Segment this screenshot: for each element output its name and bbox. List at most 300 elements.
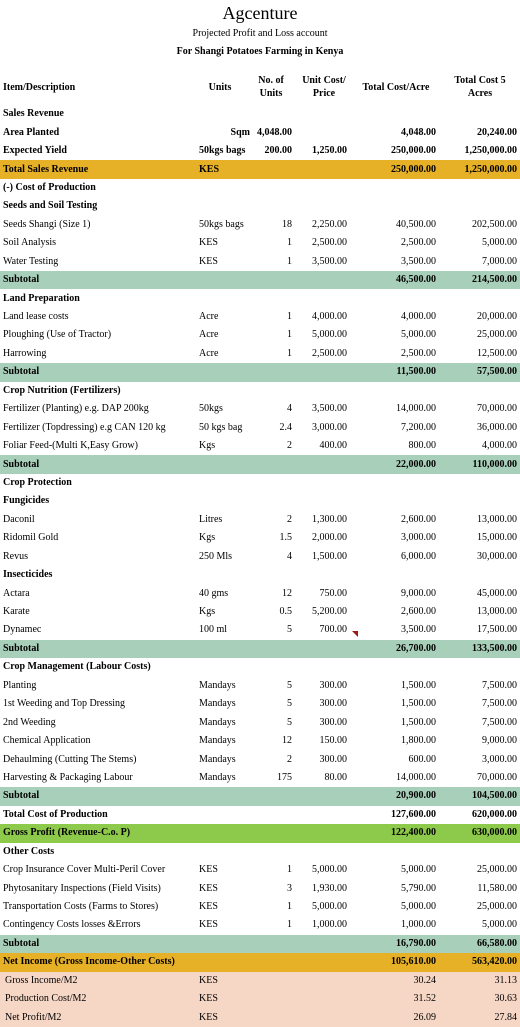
total-cost-5-acres-cell[interactable]: 25,000.00 <box>477 864 517 876</box>
no-of-units-cell[interactable] <box>250 492 295 510</box>
total-cost-acre-cell[interactable]: 600.00 <box>408 753 436 765</box>
total-cost-5-acres-cell[interactable]: 5,000.00 <box>482 919 517 931</box>
total-cost-5-acres-cell[interactable] <box>436 492 520 510</box>
total-cost-acre-cell[interactable]: 250,000.00 <box>391 145 436 157</box>
units-cell[interactable] <box>196 492 250 510</box>
total-cost-5-acres-cell[interactable]: 7,000.00 <box>482 255 517 267</box>
no-of-units-cell[interactable]: 0.5 <box>279 606 292 618</box>
total-cost-acre-cell[interactable]: 9,000.00 <box>401 587 436 599</box>
units-cell[interactable] <box>196 566 250 584</box>
item-cell[interactable]: Subtotal <box>0 640 196 658</box>
units-cell[interactable]: KES <box>199 919 218 931</box>
units-cell[interactable] <box>196 843 250 861</box>
no-of-units-cell[interactable]: 200.00 <box>264 145 292 157</box>
units-cell[interactable] <box>196 271 250 289</box>
cell-comment-marker[interactable] <box>352 631 358 637</box>
units-cell[interactable] <box>196 787 250 805</box>
item-cell[interactable]: Gross Income/M2 <box>0 972 196 990</box>
no-of-units-cell[interactable]: 5 <box>287 698 292 710</box>
units-cell[interactable]: 250 Mls <box>199 550 233 562</box>
units-cell[interactable] <box>196 363 250 381</box>
units-cell[interactable] <box>196 953 250 971</box>
units-cell[interactable]: Kgs <box>199 532 216 544</box>
total-cost-acre-cell[interactable] <box>350 179 436 197</box>
units-cell[interactable] <box>196 806 250 824</box>
no-of-units-cell[interactable]: 2 <box>287 513 292 525</box>
total-cost-acre-cell[interactable]: 11,500.00 <box>350 363 436 381</box>
total-cost-5-acres-cell[interactable]: 3,000.00 <box>482 753 517 765</box>
unit-cost-cell[interactable] <box>295 806 350 824</box>
unit-cost-cell[interactable] <box>295 271 350 289</box>
total-cost-5-acres-cell[interactable]: 7,500.00 <box>482 698 517 710</box>
no-of-units-cell[interactable] <box>250 289 295 307</box>
total-cost-acre-cell[interactable]: 3,500.00 <box>401 255 436 267</box>
total-cost-acre-cell[interactable]: 105,610.00 <box>350 953 436 971</box>
total-cost-acre-cell[interactable]: 4,000.00 <box>401 311 436 323</box>
total-cost-acre-cell[interactable] <box>350 492 436 510</box>
units-cell[interactable]: Acre <box>199 329 219 341</box>
item-cell[interactable]: Harrowing <box>3 347 47 359</box>
unit-cost-cell[interactable] <box>295 105 350 123</box>
item-cell[interactable]: Soil Analysis <box>3 237 57 249</box>
units-cell[interactable]: 50 kgs bag <box>199 421 243 433</box>
units-cell[interactable] <box>196 455 250 473</box>
unit-cost-cell[interactable]: 3,500.00 <box>312 403 347 415</box>
unit-cost-cell[interactable] <box>295 474 350 492</box>
total-cost-acre-cell[interactable]: 26.09 <box>350 1008 436 1026</box>
unit-cost-cell[interactable] <box>295 935 350 953</box>
units-cell[interactable]: Acre <box>199 311 219 323</box>
units-cell[interactable]: KES <box>199 237 218 249</box>
item-cell[interactable]: Fertilizer (Planting) e.g. DAP 200kg <box>3 403 149 415</box>
no-of-units-cell[interactable]: 12 <box>282 587 292 599</box>
unit-cost-cell[interactable] <box>295 197 350 215</box>
no-of-units-cell[interactable]: 1.5 <box>279 532 292 544</box>
units-cell[interactable]: 40 gms <box>199 587 229 599</box>
total-cost-5-acres-cell[interactable] <box>436 566 520 584</box>
unit-cost-cell[interactable] <box>295 953 350 971</box>
units-cell[interactable]: Mandays <box>199 698 236 710</box>
unit-cost-cell[interactable]: 1,250.00 <box>312 145 347 157</box>
total-cost-5-acres-cell[interactable]: 57,500.00 <box>436 363 520 381</box>
item-cell[interactable]: Ploughing (Use of Tractor) <box>3 329 112 341</box>
total-cost-acre-cell[interactable]: 5,790.00 <box>401 882 436 894</box>
item-cell[interactable]: Insecticides <box>3 569 53 581</box>
no-of-units-cell[interactable] <box>250 105 295 123</box>
total-cost-5-acres-cell[interactable] <box>436 105 520 123</box>
no-of-units-cell[interactable] <box>250 363 295 381</box>
no-of-units-cell[interactable] <box>250 382 295 400</box>
unit-cost-cell[interactable] <box>295 787 350 805</box>
item-cell[interactable]: Water Testing <box>3 255 59 267</box>
total-cost-acre-cell[interactable] <box>350 382 436 400</box>
total-cost-acre-cell[interactable]: 800.00 <box>408 440 436 452</box>
total-cost-5-acres-cell[interactable]: 27.84 <box>436 1008 520 1026</box>
total-cost-5-acres-cell[interactable]: 12,500.00 <box>477 347 517 359</box>
total-cost-5-acres-cell[interactable]: 104,500.00 <box>436 787 520 805</box>
total-cost-acre-cell[interactable]: 16,790.00 <box>350 935 436 953</box>
units-cell[interactable] <box>196 935 250 953</box>
units-cell[interactable] <box>196 640 250 658</box>
units-cell[interactable]: Mandays <box>199 679 236 691</box>
units-cell[interactable]: KES <box>196 1008 250 1026</box>
unit-cost-cell[interactable]: 5,000.00 <box>312 864 347 876</box>
units-cell[interactable] <box>196 289 250 307</box>
total-cost-acre-cell[interactable]: 127,600.00 <box>391 808 436 820</box>
total-cost-5-acres-cell[interactable]: 214,500.00 <box>436 271 520 289</box>
total-cost-acre-cell[interactable]: 6,000.00 <box>401 550 436 562</box>
unit-cost-cell[interactable]: 2,500.00 <box>312 347 347 359</box>
unit-cost-cell[interactable] <box>295 455 350 473</box>
unit-cost-cell[interactable]: 2,500.00 <box>312 237 347 249</box>
item-cell[interactable]: Net Profit/M2 <box>0 1008 196 1026</box>
unit-cost-cell[interactable]: 4,000.00 <box>312 311 347 323</box>
no-of-units-cell[interactable] <box>250 972 295 990</box>
total-cost-acre-cell[interactable]: 2,500.00 <box>401 347 436 359</box>
total-cost-5-acres-cell[interactable]: 7,500.00 <box>482 679 517 691</box>
no-of-units-cell[interactable]: 1 <box>287 311 292 323</box>
item-cell[interactable]: Subtotal <box>0 455 196 473</box>
total-cost-5-acres-cell[interactable]: 9,000.00 <box>482 735 517 747</box>
unit-cost-cell[interactable] <box>295 990 350 1008</box>
no-of-units-cell[interactable] <box>250 990 295 1008</box>
total-cost-5-acres-cell[interactable]: 20,240.00 <box>477 126 517 138</box>
total-cost-acre-cell[interactable]: 31.52 <box>350 990 436 1008</box>
no-of-units-cell[interactable]: 2 <box>287 753 292 765</box>
total-cost-acre-cell[interactable]: 1,500.00 <box>401 716 436 728</box>
no-of-units-cell[interactable] <box>250 935 295 953</box>
total-cost-5-acres-cell[interactable]: 630,000.00 <box>436 824 520 842</box>
total-cost-5-acres-cell[interactable]: 11,580.00 <box>477 882 517 894</box>
no-of-units-cell[interactable]: 4,048.00 <box>257 126 292 138</box>
total-cost-acre-cell[interactable]: 7,200.00 <box>401 421 436 433</box>
unit-cost-cell[interactable]: 400.00 <box>319 440 347 452</box>
unit-cost-cell[interactable]: 3,500.00 <box>312 255 347 267</box>
total-cost-acre-cell[interactable] <box>350 474 436 492</box>
item-cell[interactable]: Crop Management (Labour Costs) <box>3 661 151 673</box>
item-cell[interactable]: Dehaulming (Cutting The Stems) <box>3 753 137 765</box>
unit-cost-cell[interactable]: 1,000.00 <box>312 919 347 931</box>
total-cost-acre-cell[interactable] <box>350 105 436 123</box>
unit-cost-cell[interactable]: 1,930.00 <box>312 882 347 894</box>
no-of-units-cell[interactable] <box>250 197 295 215</box>
no-of-units-cell[interactable] <box>250 455 295 473</box>
unit-cost-cell[interactable] <box>295 658 350 676</box>
units-cell[interactable]: Mandays <box>199 735 236 747</box>
item-cell[interactable]: Crop Protection <box>3 476 72 488</box>
no-of-units-cell[interactable]: 1 <box>287 347 292 359</box>
no-of-units-cell[interactable] <box>250 1008 295 1026</box>
no-of-units-cell[interactable] <box>250 787 295 805</box>
unit-cost-cell[interactable] <box>295 492 350 510</box>
total-cost-5-acres-cell[interactable]: 25,000.00 <box>477 329 517 341</box>
total-cost-5-acres-cell[interactable]: 133,500.00 <box>436 640 520 658</box>
units-cell[interactable]: KES <box>196 972 250 990</box>
units-cell[interactable]: KES <box>199 255 218 267</box>
item-cell[interactable]: Seeds and Soil Testing <box>3 200 98 212</box>
total-cost-acre-cell[interactable]: 14,000.00 <box>396 771 436 783</box>
unit-cost-cell[interactable]: 150.00 <box>319 735 347 747</box>
total-cost-5-acres-cell[interactable]: 66,580.00 <box>436 935 520 953</box>
total-cost-5-acres-cell[interactable]: 563,420.00 <box>436 953 520 971</box>
unit-cost-cell[interactable]: 700.00 <box>319 624 347 636</box>
total-cost-5-acres-cell[interactable] <box>436 179 520 197</box>
total-cost-5-acres-cell[interactable] <box>436 843 520 861</box>
total-cost-5-acres-cell[interactable]: 202,500.00 <box>472 218 517 230</box>
total-cost-5-acres-cell[interactable]: 620,000.00 <box>472 808 517 820</box>
unit-cost-cell[interactable] <box>295 289 350 307</box>
item-cell[interactable]: Harvesting & Packaging Labour <box>3 771 133 783</box>
item-cell[interactable]: Revus <box>3 550 28 562</box>
units-cell[interactable] <box>196 474 250 492</box>
total-cost-5-acres-cell[interactable]: 17,500.00 <box>477 624 517 636</box>
total-cost-5-acres-cell[interactable]: 5,000.00 <box>482 237 517 249</box>
no-of-units-cell[interactable]: 5 <box>287 624 292 636</box>
total-cost-5-acres-cell[interactable]: 110,000.00 <box>436 455 520 473</box>
no-of-units-cell[interactable]: 2 <box>287 440 292 452</box>
total-cost-5-acres-cell[interactable] <box>436 658 520 676</box>
total-cost-5-acres-cell[interactable]: 45,000.00 <box>477 587 517 599</box>
item-cell[interactable]: Land Preparation <box>3 292 80 304</box>
units-cell[interactable]: 100 ml <box>199 624 228 636</box>
total-cost-acre-cell[interactable]: 14,000.00 <box>396 403 436 415</box>
total-cost-acre-cell[interactable]: 26,700.00 <box>350 640 436 658</box>
total-cost-acre-cell[interactable]: 2,500.00 <box>401 237 436 249</box>
units-cell[interactable]: 50kgs bags <box>199 218 244 230</box>
unit-cost-cell[interactable] <box>295 160 350 178</box>
total-cost-5-acres-cell[interactable]: 1,250,000.00 <box>464 145 517 157</box>
total-cost-acre-cell[interactable] <box>350 289 436 307</box>
total-cost-acre-cell[interactable]: 22,000.00 <box>350 455 436 473</box>
no-of-units-cell[interactable]: 5 <box>287 679 292 691</box>
total-cost-acre-cell[interactable]: 20,900.00 <box>350 787 436 805</box>
no-of-units-cell[interactable]: 12 <box>282 735 292 747</box>
item-cell[interactable]: Subtotal <box>0 363 196 381</box>
units-cell[interactable]: Litres <box>199 513 223 525</box>
total-cost-acre-cell[interactable]: 1,500.00 <box>401 679 436 691</box>
no-of-units-cell[interactable]: 1 <box>287 901 292 913</box>
no-of-units-cell[interactable]: 4 <box>287 550 292 562</box>
total-cost-acre-cell[interactable]: 5,000.00 <box>401 901 436 913</box>
item-cell[interactable]: Subtotal <box>0 271 196 289</box>
no-of-units-cell[interactable] <box>250 824 295 842</box>
unit-cost-cell[interactable] <box>295 382 350 400</box>
no-of-units-cell[interactable]: 1 <box>287 255 292 267</box>
item-cell[interactable]: Expected Yield <box>3 145 67 157</box>
unit-cost-cell[interactable] <box>295 566 350 584</box>
item-cell[interactable]: Actara <box>3 587 30 599</box>
units-cell[interactable] <box>196 179 250 197</box>
no-of-units-cell[interactable]: 1 <box>287 237 292 249</box>
item-cell[interactable]: Production Cost/M2 <box>0 990 196 1008</box>
units-cell[interactable]: Mandays <box>199 771 236 783</box>
total-cost-acre-cell[interactable] <box>350 566 436 584</box>
units-cell[interactable]: Mandays <box>199 716 236 728</box>
item-cell[interactable]: (-) Cost of Production <box>3 181 96 193</box>
item-cell[interactable]: Fertilizer (Topdressing) e.g CAN 120 kg <box>3 421 166 433</box>
unit-cost-cell[interactable] <box>295 640 350 658</box>
total-cost-acre-cell[interactable]: 46,500.00 <box>350 271 436 289</box>
total-cost-acre-cell[interactable]: 3,000.00 <box>401 532 436 544</box>
no-of-units-cell[interactable]: 3 <box>287 882 292 894</box>
unit-cost-cell[interactable]: 750.00 <box>319 587 347 599</box>
units-cell[interactable]: KES <box>199 882 218 894</box>
total-cost-5-acres-cell[interactable]: 36,000.00 <box>477 421 517 433</box>
no-of-units-cell[interactable] <box>250 640 295 658</box>
item-cell[interactable]: Dynamec <box>3 624 42 636</box>
unit-cost-cell[interactable] <box>295 972 350 990</box>
item-cell[interactable]: Ridomil Gold <box>3 532 59 544</box>
units-cell[interactable]: 50kgs <box>199 403 223 415</box>
no-of-units-cell[interactable] <box>250 160 295 178</box>
total-cost-5-acres-cell[interactable]: 4,000.00 <box>482 440 517 452</box>
total-cost-acre-cell[interactable]: 122,400.00 <box>350 824 436 842</box>
total-cost-acre-cell[interactable]: 1,800.00 <box>401 735 436 747</box>
total-cost-5-acres-cell[interactable]: 13,000.00 <box>477 513 517 525</box>
total-cost-5-acres-cell[interactable]: 20,000.00 <box>477 311 517 323</box>
item-cell[interactable]: Subtotal <box>0 787 196 805</box>
unit-cost-cell[interactable]: 5,200.00 <box>312 606 347 618</box>
item-cell[interactable]: Crop Nutrition (Fertilizers) <box>3 384 121 396</box>
item-cell[interactable]: Planting <box>3 679 37 691</box>
total-cost-5-acres-cell[interactable]: 70,000.00 <box>477 403 517 415</box>
no-of-units-cell[interactable]: 1 <box>287 329 292 341</box>
unit-cost-cell[interactable]: 300.00 <box>319 753 347 765</box>
units-cell[interactable] <box>196 105 250 123</box>
no-of-units-cell[interactable]: 1 <box>287 864 292 876</box>
unit-cost-cell[interactable]: 300.00 <box>319 716 347 728</box>
item-cell[interactable]: Contingency Costs losses &Errors <box>3 919 141 931</box>
item-cell[interactable]: Land lease costs <box>3 311 69 323</box>
unit-cost-cell[interactable] <box>295 1008 350 1026</box>
total-cost-5-acres-cell[interactable]: 31.13 <box>436 972 520 990</box>
no-of-units-cell[interactable] <box>250 179 295 197</box>
total-cost-5-acres-cell[interactable]: 70,000.00 <box>477 771 517 783</box>
item-cell[interactable]: Total Sales Revenue <box>0 160 196 178</box>
no-of-units-cell[interactable]: 4 <box>287 403 292 415</box>
units-cell[interactable]: Sqm <box>230 126 250 138</box>
no-of-units-cell[interactable] <box>250 271 295 289</box>
total-cost-5-acres-cell[interactable]: 25,000.00 <box>477 901 517 913</box>
item-cell[interactable]: Area Planted <box>3 126 60 138</box>
item-cell[interactable]: Other Costs <box>3 845 55 857</box>
unit-cost-cell[interactable]: 1,300.00 <box>312 513 347 525</box>
item-cell[interactable]: Phytosanitary Inspections (Field Visits) <box>3 882 161 894</box>
unit-cost-cell[interactable]: 5,000.00 <box>312 329 347 341</box>
unit-cost-cell[interactable]: 5,000.00 <box>312 901 347 913</box>
unit-cost-cell[interactable] <box>295 824 350 842</box>
unit-cost-cell[interactable]: 3,000.00 <box>312 421 347 433</box>
no-of-units-cell[interactable]: 18 <box>282 218 292 230</box>
item-cell[interactable]: Seeds Shangi (Size 1) <box>3 218 91 230</box>
total-cost-acre-cell[interactable]: 1,500.00 <box>401 698 436 710</box>
item-cell[interactable]: Chemical Application <box>3 735 91 747</box>
total-cost-5-acres-cell[interactable]: 30.63 <box>436 990 520 1008</box>
units-cell[interactable] <box>196 658 250 676</box>
item-cell[interactable]: Net Income (Gross Income-Other Costs) <box>0 953 196 971</box>
item-cell[interactable]: Total Cost of Production <box>3 808 108 820</box>
no-of-units-cell[interactable] <box>250 566 295 584</box>
total-cost-5-acres-cell[interactable]: 7,500.00 <box>482 716 517 728</box>
total-cost-5-acres-cell[interactable]: 30,000.00 <box>477 550 517 562</box>
no-of-units-cell[interactable]: 2.4 <box>279 421 292 433</box>
total-cost-acre-cell[interactable]: 4,048.00 <box>401 126 436 138</box>
unit-cost-cell[interactable] <box>295 843 350 861</box>
total-cost-acre-cell[interactable]: 5,000.00 <box>401 864 436 876</box>
unit-cost-cell[interactable] <box>295 363 350 381</box>
no-of-units-cell[interactable] <box>250 474 295 492</box>
total-cost-acre-cell[interactable]: 5,000.00 <box>401 329 436 341</box>
unit-cost-cell[interactable]: 1,500.00 <box>312 550 347 562</box>
item-cell[interactable]: Crop Insurance Cover Multi-Peril Cover <box>3 864 166 876</box>
item-cell[interactable]: 1st Weeding and Top Dressing <box>3 698 126 710</box>
total-cost-5-acres-cell[interactable] <box>436 197 520 215</box>
total-cost-5-acres-cell[interactable]: 13,000.00 <box>477 606 517 618</box>
unit-cost-cell[interactable]: 300.00 <box>319 698 347 710</box>
total-cost-acre-cell[interactable]: 3,500.00 <box>401 624 436 636</box>
unit-cost-cell[interactable] <box>295 179 350 197</box>
units-cell[interactable]: KES <box>196 990 250 1008</box>
item-cell[interactable]: Fungicides <box>3 495 50 507</box>
units-cell[interactable]: Mandays <box>199 753 236 765</box>
total-cost-acre-cell[interactable]: 30.24 <box>350 972 436 990</box>
item-cell[interactable]: Subtotal <box>0 935 196 953</box>
units-cell[interactable]: 50kgs bags <box>199 145 246 157</box>
total-cost-5-acres-cell[interactable] <box>436 474 520 492</box>
unit-cost-cell[interactable]: 300.00 <box>319 679 347 691</box>
item-cell[interactable]: Sales Revenue <box>3 108 64 120</box>
item-cell[interactable]: Karate <box>3 606 30 618</box>
item-cell[interactable]: Foliar Feed-(Multi K,Easy Grow) <box>3 440 138 452</box>
units-cell[interactable] <box>196 197 250 215</box>
total-cost-5-acres-cell[interactable]: 15,000.00 <box>477 532 517 544</box>
no-of-units-cell[interactable]: 5 <box>287 716 292 728</box>
units-cell[interactable]: KES <box>196 160 250 178</box>
total-cost-5-acres-cell[interactable] <box>436 289 520 307</box>
no-of-units-cell[interactable]: 175 <box>277 771 292 783</box>
total-cost-acre-cell[interactable]: 40,500.00 <box>396 218 436 230</box>
total-cost-acre-cell[interactable] <box>350 197 436 215</box>
units-cell[interactable] <box>196 382 250 400</box>
total-cost-acre-cell[interactable]: 1,000.00 <box>401 919 436 931</box>
item-cell[interactable]: Gross Profit (Revenue-C.o. P) <box>0 824 196 842</box>
no-of-units-cell[interactable] <box>250 953 295 971</box>
item-cell[interactable]: 2nd Weeding <box>3 716 56 728</box>
units-cell[interactable] <box>196 824 250 842</box>
units-cell[interactable]: KES <box>199 864 218 876</box>
unit-cost-cell[interactable]: 2,000.00 <box>312 532 347 544</box>
total-cost-acre-cell[interactable]: 2,600.00 <box>401 513 436 525</box>
total-cost-acre-cell[interactable]: 250,000.00 <box>350 160 436 178</box>
unit-cost-cell[interactable]: 80.00 <box>324 771 347 783</box>
units-cell[interactable]: Acre <box>199 347 219 359</box>
units-cell[interactable]: KES <box>199 901 218 913</box>
no-of-units-cell[interactable] <box>250 658 295 676</box>
total-cost-acre-cell[interactable] <box>350 843 436 861</box>
no-of-units-cell[interactable]: 1 <box>287 919 292 931</box>
total-cost-5-acres-cell[interactable]: 1,250,000.00 <box>436 160 520 178</box>
total-cost-acre-cell[interactable]: 2,600.00 <box>401 606 436 618</box>
item-cell[interactable]: Daconil <box>3 513 35 525</box>
total-cost-5-acres-cell[interactable] <box>436 382 520 400</box>
no-of-units-cell[interactable] <box>250 843 295 861</box>
unit-cost-cell[interactable]: 2,250.00 <box>312 218 347 230</box>
no-of-units-cell[interactable] <box>250 806 295 824</box>
total-cost-acre-cell[interactable] <box>350 658 436 676</box>
item-cell[interactable]: Transportation Costs (Farms to Stores) <box>3 901 159 913</box>
units-cell[interactable]: Kgs <box>199 606 216 618</box>
unit-cost-cell[interactable] <box>295 123 350 141</box>
